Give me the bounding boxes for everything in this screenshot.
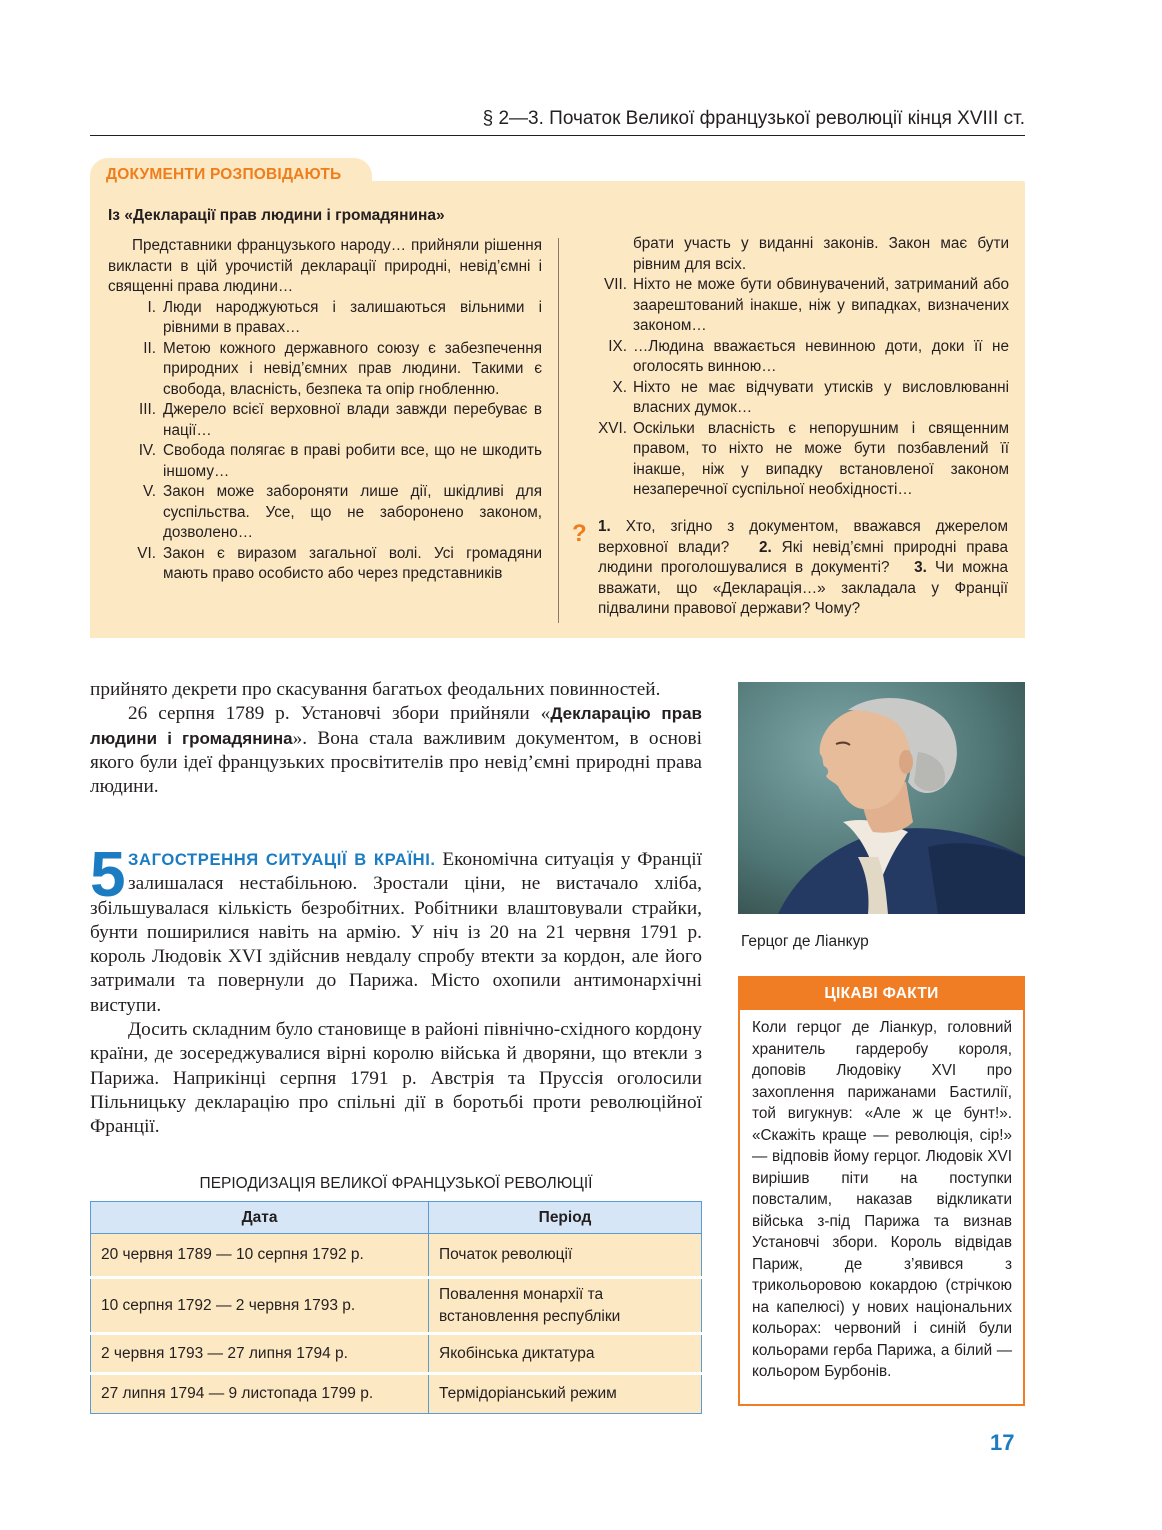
main-text-section <box>90 848 702 1140</box>
article-item: X. Ніхто не має відчувати утисків у висловлюванні власних думок… <box>612 378 1009 416</box>
facts-title: ЦІКАВІ ФАКТИ <box>740 978 1023 1010</box>
portrait-illustration <box>738 682 1025 914</box>
article-item: IX. …Людина вважається невинною доти, доки її не оголосять винною… <box>608 337 1009 375</box>
table-row <box>91 1334 702 1374</box>
table-header-row <box>91 1202 702 1234</box>
portrait-caption: Герцог де Ліанкур <box>741 933 869 950</box>
table-row <box>91 1374 702 1414</box>
table-caption: ПЕРІОДИЗАЦІЯ ВЕЛИКОЇ ФРАНЦУЗЬКОЇ РЕВОЛЮЦІЇ <box>199 1175 593 1192</box>
documents-title: Із «Декларації прав людини і громадянина» <box>108 207 445 224</box>
running-header: § 2—3. Початок Великої французької революції кінця XVIII ст. <box>482 108 1025 129</box>
table-row <box>91 1278 702 1334</box>
paragraph: 26 серпня 1789 р. Установчі збори прийняли «Декларацію прав людини і громадянина». Вона стала важливим документом, в основі якого були ідеї французьких просвітителів про невід’ємні природні права людини. <box>90 703 702 798</box>
table-cell-date: 20 червня 1789 — 10 серпня 1792 р. <box>91 1234 429 1278</box>
article-item: XVI. Оскільки власність є непорушним і священним правом, то ніхто не може бути позбавлений її інакше, ніж у випадку встановленої законом незаперечної суспільної необхідності… <box>598 419 1009 498</box>
documents-right-column <box>573 234 1009 501</box>
article-continuation: брати участь у виданні законів. Закон має бути рівним для всіх. <box>633 235 1009 273</box>
table-cell-period: Початок революції <box>429 1234 702 1278</box>
documents-intro: Представники французького народу… прийняли рішення викласти в цій урочистій декларації природні, невід’ємні і священні права людини… <box>108 237 542 295</box>
column-divider <box>558 238 559 623</box>
paragraph: ЗАГОСТРЕННЯ СИТУАЦІЇ В КРАЇНІ. Економічна ситуація у Франції залишалася нестабільною. Зростали ціни, не вистачало хліба, збільшувалася кількість безробітних. Робітники влаштовували страйки, бунти поширилися навіть на армію. У ніч із 20 на 21 червня 1791 р. король Людовік XVI здійснив невдалу спробу втекти за кордон, але його затримали та повернули до Парижа. Місто охопили антимонархічні виступи. <box>90 849 702 1016</box>
question-icon: ? <box>572 520 587 547</box>
table-cell-date: 10 серпня 1792 — 2 червня 1793 р. <box>91 1278 429 1334</box>
facts-text: Коли герцог де Ліанкур, головний хранитель гардеробу короля, доповів Людовіку XVI про захоплення парижанами Бастилії, той вигукнув: «Але ж це бунт!». «Скажіть краще — революція, сір!» — відповів йому герцог. Людовік XVI вирішив піти на поступки повсталим, наказав відкликати війська з-під Парижа та визнав Установчі збори. Король відвідав Париж, де з’явився з трикольоровою кокардою (стрічкою на капелюсі) у нових національних кольорах: червоний і синій були кольорами герба Парижа, а білий — кольором Бурбонів. <box>752 1019 1012 1380</box>
article-item: VI. Закон є виразом загальної волі. Усі громадяни мають право особисто або через представників <box>137 544 542 582</box>
header-date: Дата <box>91 1202 429 1234</box>
table-cell-date: 2 червня 1793 — 27 липня 1794 р. <box>91 1334 429 1374</box>
article-item: II. Метою кожного державного союзу є забезпечення природних і невід’ємних прав людини. Такими є свобода, власність, безпека та опір гнобленню. <box>143 339 542 398</box>
article-item: I. Люди народжуються і залишаються вільними і рівними в правах… <box>147 298 542 336</box>
drop-cap-spacer <box>90 848 128 894</box>
article-item: III. Джерело всієї верховної влади завжди перебуває в нації… <box>139 401 542 439</box>
paragraph: прийнято декрети про скасування багатьох феодальних повинностей. <box>90 679 661 700</box>
header-period: Період <box>429 1202 702 1234</box>
documents-tab-label: ДОКУМЕНТИ РОЗПОВІДАЮТЬ <box>106 166 342 183</box>
article-item: VII. Ніхто не може бути обвинувачений, затриманий або заарештований інакше, ніж у випадках, визначених законом… <box>604 276 1009 334</box>
main-text-top <box>90 678 702 799</box>
table-cell-period: Якобінська диктатура <box>429 1334 702 1374</box>
documents-left-column <box>108 236 542 585</box>
portrait-image <box>738 682 1025 914</box>
article-item: IV. Свобода полягає в праві робити все, що не шкодить іншому… <box>138 442 542 480</box>
table-row <box>91 1234 702 1278</box>
section-title: ЗАГОСТРЕННЯ СИТУАЦІЇ В КРАЇНІ. <box>128 850 436 869</box>
table-cell-period: Термідоріанський режим <box>429 1374 702 1414</box>
paragraph: Досить складним було становище в районі північно-східного кордону країни, де зосереджувалися вірні королю війська й дворяни, що втекли з Парижа. Наприкінці серпня 1791 р. Австрія та Пруссія оголосили Пільницьку декларацію про спільні дії в боротьбі проти революційної Франції. <box>90 1019 702 1138</box>
table-cell-date: 27 липня 1794 — 9 листопада 1799 р. <box>91 1374 429 1414</box>
table-cell-period: Повалення монархії та встановлення республіки <box>429 1278 702 1334</box>
questions-block: 1. Хто, згідно з документом, вважався джерелом верховної влади? 2. Які невід’ємні природні права людини проголошувалися в документі? 3. Чи можна вважати, що «Декларація…» закладала у Франції підвалини правової держави? Чому? <box>598 518 1009 617</box>
header-rule <box>90 135 1025 136</box>
periodization-table <box>90 1201 702 1414</box>
section-number: 5 <box>90 838 126 910</box>
article-item: V. Закон може забороняти лише дії, шкідливі для суспільства. Усе, що не заборонено законом, дозволено… <box>142 483 542 541</box>
page-number: 17 <box>990 1430 1015 1455</box>
